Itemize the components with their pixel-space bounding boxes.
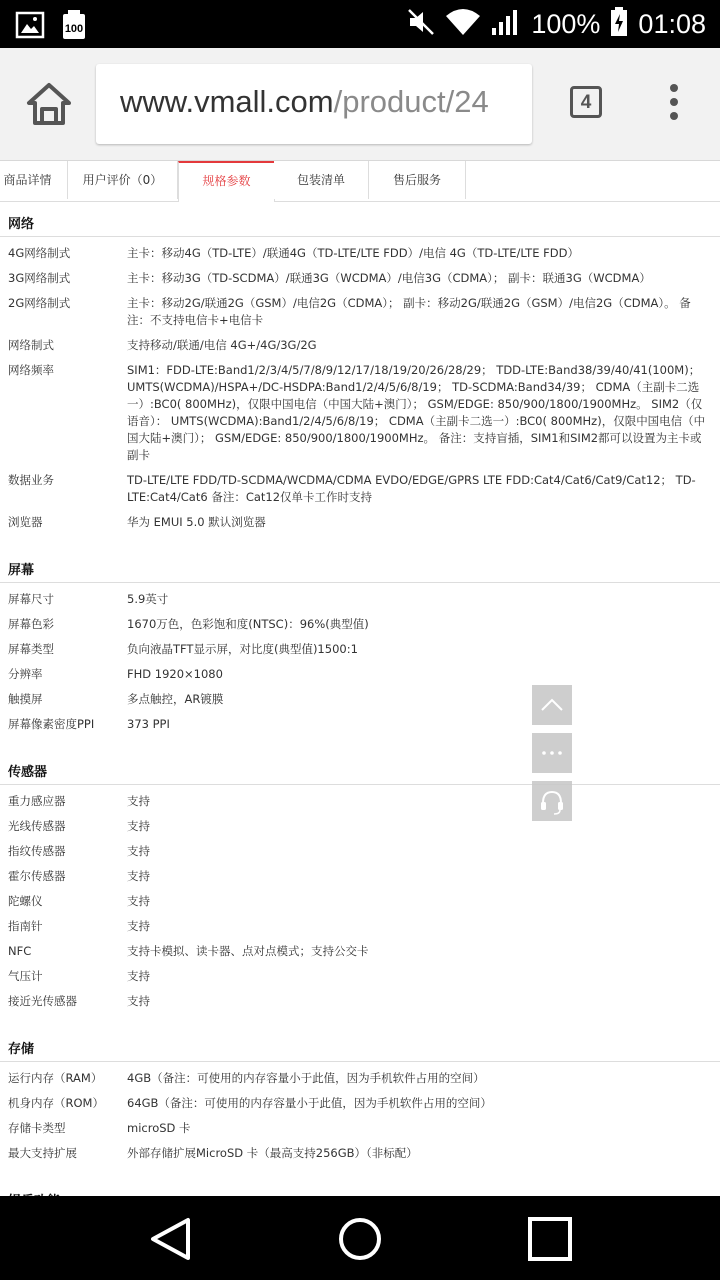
spec-row: [0, 889, 720, 914]
spec-row: [0, 637, 720, 662]
battery-percent: 100%: [531, 9, 601, 39]
spec-row: [0, 266, 720, 291]
more-button[interactable]: [532, 733, 572, 773]
spec-label: 屏幕像素密度PPI: [8, 717, 95, 731]
tab-specifications[interactable]: 规格参数: [178, 161, 275, 202]
spec-label: 气压计: [8, 969, 43, 983]
tab-product-details[interactable]: 商品详情: [0, 161, 68, 199]
spec-label: 接近光传感器: [8, 994, 77, 1008]
spec-label: 光线传感器: [8, 819, 66, 833]
spec-label: 屏幕色彩: [8, 617, 54, 631]
spec-row: [0, 864, 720, 889]
spec-value: 支持: [127, 919, 150, 933]
overflow-menu-button[interactable]: [664, 84, 684, 124]
spec-label: 运行内存（RAM）: [8, 1071, 103, 1085]
tab-user-reviews[interactable]: 用户评价（0）: [68, 161, 178, 199]
spec-row: [0, 241, 720, 266]
spec-label: 指纹传感器: [8, 844, 66, 858]
spec-row: [0, 1091, 720, 1116]
spec-label: 触摸屏: [8, 692, 43, 706]
clock: 01:08: [638, 9, 706, 39]
spec-value: 主卡：移动3G（TD-SCDMA）/联通3G（WCDMA）/电信3G（CDMA）； 副卡：联通3G（WCDMA）: [127, 271, 651, 285]
url-path: /product/24: [333, 84, 489, 119]
arrow-up-icon: [532, 685, 572, 725]
spec-label: 屏幕尺寸: [8, 592, 54, 606]
spec-row: [0, 333, 720, 358]
spec-value: 主卡：移动4G（TD-LTE）/联通4G（TD-LTE/LTE FDD）/电信 4G（TD-LTE/LTE FDD）: [127, 246, 579, 260]
address-bar[interactable]: [96, 64, 532, 144]
home-icon: [24, 82, 74, 126]
spec-row: [0, 989, 720, 1014]
spec-row: [0, 712, 720, 737]
spec-value: 5.9英寸: [127, 592, 169, 606]
spec-label: 指南针: [8, 919, 43, 933]
section-title: 网络: [0, 203, 720, 237]
spec-row: [0, 789, 720, 814]
spec-value: 主卡：移动2G/联通2G（GSM）/电信2G（CDMA）； 副卡：移动2G/联通2G（GSM）/电信2G（CDMA）。 备注：不支持电信卡+电信卡: [127, 296, 691, 327]
spec-value: 外部存储扩展MicroSD 卡（最高支持256GB）（非标配）: [127, 1146, 418, 1160]
signal-icon: [491, 8, 521, 40]
spec-value: 支持: [127, 844, 150, 858]
page-content: [0, 161, 720, 1195]
spec-row: [0, 1141, 720, 1166]
spec-sections: [0, 203, 720, 1257]
spec-row: [0, 1116, 720, 1141]
spec-row: [0, 468, 720, 510]
svg-text:100: 100: [64, 23, 84, 35]
spec-section: [0, 203, 720, 535]
spec-value: 支持: [127, 794, 150, 808]
spec-label: 网络频率: [8, 363, 54, 377]
spec-row: [0, 1066, 720, 1091]
spec-label: 浏览器: [8, 515, 43, 529]
spec-label: 分辨率: [8, 667, 43, 681]
spec-label: 网络制式: [8, 338, 54, 352]
spec-section: [0, 549, 720, 737]
spec-row: [0, 587, 720, 612]
spec-value: 多点触控，AR镀膜: [127, 692, 224, 706]
more-vert-icon: [670, 84, 678, 92]
spec-label: 重力感应器: [8, 794, 66, 808]
more-icon: [532, 733, 572, 773]
spec-label: 数据业务: [8, 473, 54, 487]
spec-label: 机身内存（ROM）: [8, 1096, 104, 1110]
spec-value: 支持: [127, 994, 150, 1008]
spec-label: NFC: [8, 944, 32, 958]
spec-row: [0, 612, 720, 637]
spec-section: [0, 1028, 720, 1166]
spec-value: 华为 EMUI 5.0 默认浏览器: [127, 515, 266, 529]
spec-row: [0, 914, 720, 939]
spec-row: [0, 964, 720, 989]
spec-value: 4GB（备注：可使用的内存容量小于此值，因为手机软件占用的空间）: [127, 1071, 485, 1085]
spec-label: 陀螺仪: [8, 894, 43, 908]
spec-row: [0, 291, 720, 333]
spec-value: microSD 卡: [127, 1121, 191, 1135]
spec-value: 支持移动/联通/电信 4G+/4G/3G/2G: [127, 338, 317, 352]
mute-icon: [407, 8, 435, 40]
spec-value: 1670万色，色彩饱和度(NTSC)：96%(典型值): [127, 617, 369, 631]
spec-value: 支持: [127, 869, 150, 883]
section-title: 存储: [0, 1028, 720, 1062]
spec-value: FHD 1920×1080: [127, 667, 223, 681]
back-icon: [148, 1216, 194, 1262]
back-to-top-button[interactable]: [532, 685, 572, 725]
spec-label: 最大支持扩展: [8, 1146, 77, 1160]
navigation-bar: [0, 1196, 720, 1280]
home-button[interactable]: [24, 82, 74, 126]
spec-label: 霍尔传感器: [8, 869, 66, 883]
spec-label: 存储卡类型: [8, 1121, 66, 1135]
browser-toolbar: [0, 48, 720, 161]
spec-row: [0, 662, 720, 687]
product-tabs: [0, 161, 720, 202]
spec-row: [0, 687, 720, 712]
spec-label: 屏幕类型: [8, 642, 54, 656]
spec-value: 支持卡模拟、读卡器、点对点模式；支持公交卡: [127, 944, 369, 958]
spec-value: SIM1：FDD-LTE:Band1/2/3/4/5/7/8/9/12/17/18/19/20/26/28/29； TDD-LTE:Band38/39/40/41(100M)； UMTS(WCDMA)/HSPA+/DC-HSDPA:Band1/2/4/5/6/8/19； TD-SCDMA:Band34/39； CDMA（主副卡二选一）:BC0( 800MHz)，仅限中国电信（中国大陆+澳门）； GSM/EDGE: 850/900/1800/1900MHz。 SIM2（仅语音）： UMTS(WCDMA):Band1/2/4/5/6/8/19； CDMA（主副卡二选一）:BC0( 800MHz)，仅限中国电信（中国大陆+澳门）； GSM/EDGE: 850/900/1800/1900MHz。 备注：支持盲插，SIM1和SIM2都可以设置为主卡或副卡: [127, 363, 706, 462]
spec-value: 支持: [127, 969, 150, 983]
spec-value: 支持: [127, 819, 150, 833]
home-nav-button[interactable]: [337, 1216, 383, 1266]
spec-label: 2G网络制式: [8, 296, 71, 310]
spec-value: 64GB（备注：可使用的内存容量小于此值，因为手机软件占用的空间）: [127, 1096, 492, 1110]
back-button[interactable]: [148, 1216, 194, 1266]
recents-icon: [527, 1216, 573, 1262]
spec-label: 4G网络制式: [8, 246, 71, 260]
spec-row: [0, 939, 720, 964]
spec-label: 3G网络制式: [8, 271, 71, 285]
customer-service-icon: [532, 781, 572, 821]
home-circle-icon: [337, 1216, 383, 1262]
customer-service-button[interactable]: [532, 781, 572, 821]
tab-switcher-button[interactable]: 4: [570, 86, 602, 118]
spec-value: 373 PPI: [127, 717, 170, 731]
recents-button[interactable]: [527, 1216, 573, 1266]
spec-value: TD-LTE/LTE FDD/TD-SCDMA/WCDMA/CDMA EVDO/EDGE/GPRS LTE FDD:Cat4/Cat6/Cat9/Cat12； TD-LTE:Cat4/Cat6 备注：Cat12仅单卡工作时支持: [127, 473, 696, 504]
status-bar: [0, 0, 720, 48]
spec-value: 支持: [127, 894, 150, 908]
spec-value: 负向液晶TFT显示屏，对比度(典型值)1500:1: [127, 642, 358, 656]
tab-after-sales[interactable]: 售后服务: [369, 161, 466, 199]
url-domain: www.vmall.com: [120, 84, 334, 119]
section-title: 屏幕: [0, 549, 720, 583]
tab-package-list[interactable]: 包装清单: [274, 161, 369, 199]
gallery-icon: [16, 12, 44, 42]
section-title: 传感器: [0, 751, 720, 785]
spec-row: [0, 358, 720, 468]
spec-row: [0, 839, 720, 864]
notification-100-icon: [62, 10, 86, 44]
spec-row: [0, 510, 720, 535]
spec-row: [0, 814, 720, 839]
spec-section: [0, 751, 720, 1014]
battery-charging-icon: [610, 7, 628, 41]
wifi-icon: [445, 8, 481, 40]
